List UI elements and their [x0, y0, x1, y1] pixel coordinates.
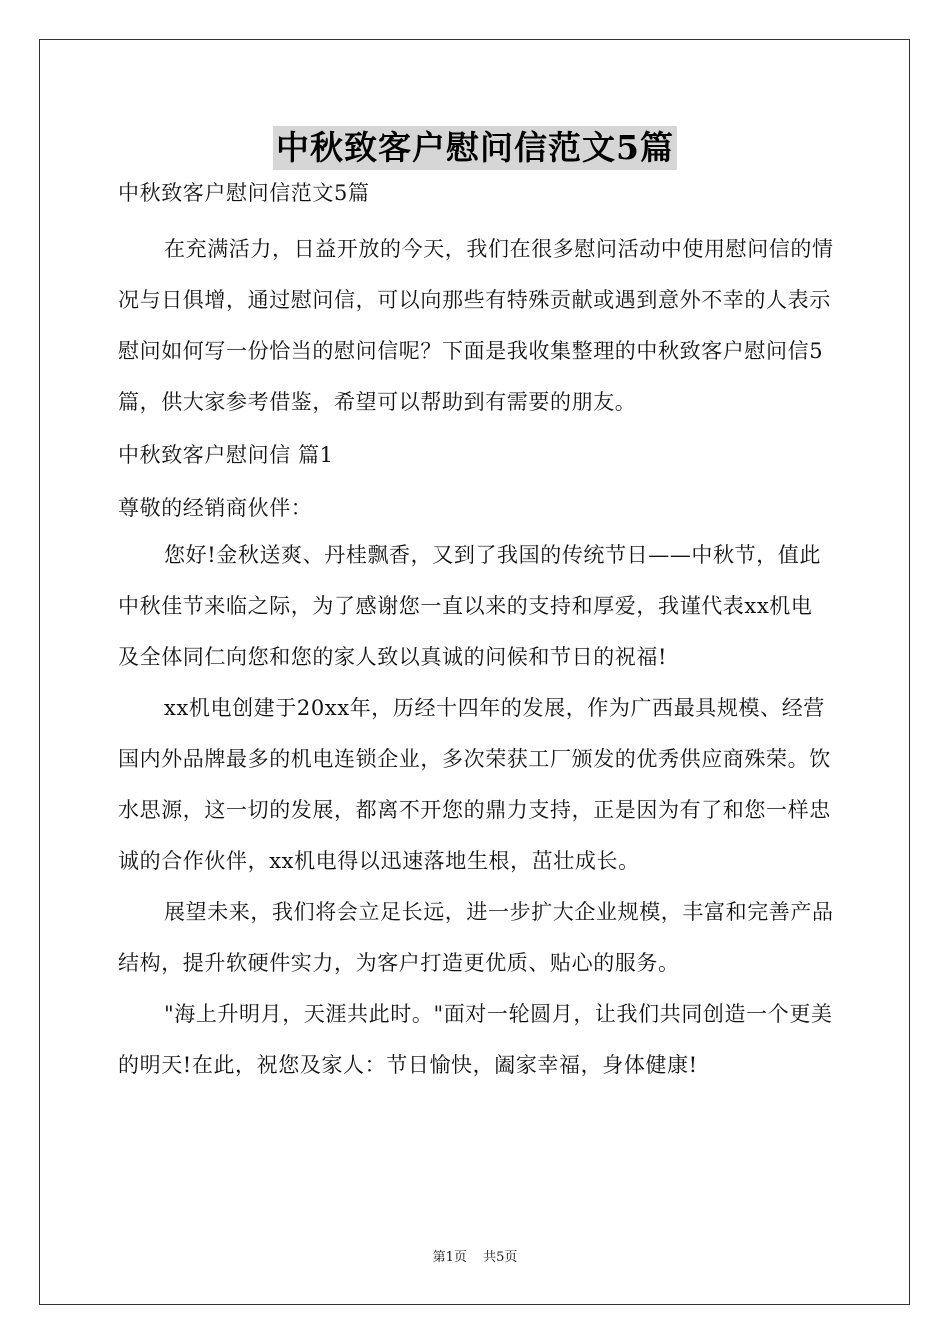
- title-container: [0, 126, 950, 170]
- page-number: 第1页: [432, 1250, 467, 1265]
- salutation: 尊敬的经销商伙伴：: [118, 496, 313, 520]
- page-footer: [0, 1249, 950, 1267]
- body-paragraph: "海上升明月，天涯共此时。"面对一轮圆月，让我们共同创造一个更美的明天!在此，祝您及家人：节日愉快，阖家幸福，身体健康!: [118, 1002, 833, 1077]
- intro-paragraph: 在充满活力，日益开放的今天，我们在很多慰问活动中使用慰问信的情况与日俱增，通过慰问信，可以向那些有特殊贡献或遇到意外不幸的人表示慰问如何写一份恰当的慰问信呢？下面是我收集整理的中秋致客户慰问信5篇，供大家参考借鉴，希望可以帮助到有需要的朋友。: [118, 237, 834, 414]
- document-body: [118, 178, 834, 1091]
- document-title: 中秋致客户慰问信范文5篇: [273, 126, 677, 170]
- document-subtitle: 中秋致客户慰问信范文5篇: [118, 181, 370, 205]
- page-total: 共5页: [483, 1250, 518, 1265]
- body-paragraph: 您好!金秋送爽、丹桂飘香，又到了我国的传统节日——中秋节，值此中秋佳节来临之际，为了感谢您一直以来的支持和厚爱，我谨代表xx机电及全体同仁向您和您的家人致以真诚的问候和节日的祝福!: [118, 543, 822, 669]
- section-heading: 中秋致客户慰问信 篇1: [118, 443, 334, 467]
- body-paragraph: xx机电创建于20xx年，历经十四年的发展，作为广西最具规模、经营国内外品牌最多的机电连锁企业，多次荣获工厂颁发的优秀供应商殊荣。饮水思源，这一切的发展，都离不开您的鼎力支持，正是因为有了和您一样忠诚的合作伙伴，xx机电得以迅速落地生根，茁壮成长。: [118, 696, 831, 873]
- body-paragraph: 展望未来，我们将会立足长远，进一步扩大企业规模，丰富和完善产品结构，提升软硬件实力，为客户打造更优质、贴心的服务。: [118, 900, 834, 975]
